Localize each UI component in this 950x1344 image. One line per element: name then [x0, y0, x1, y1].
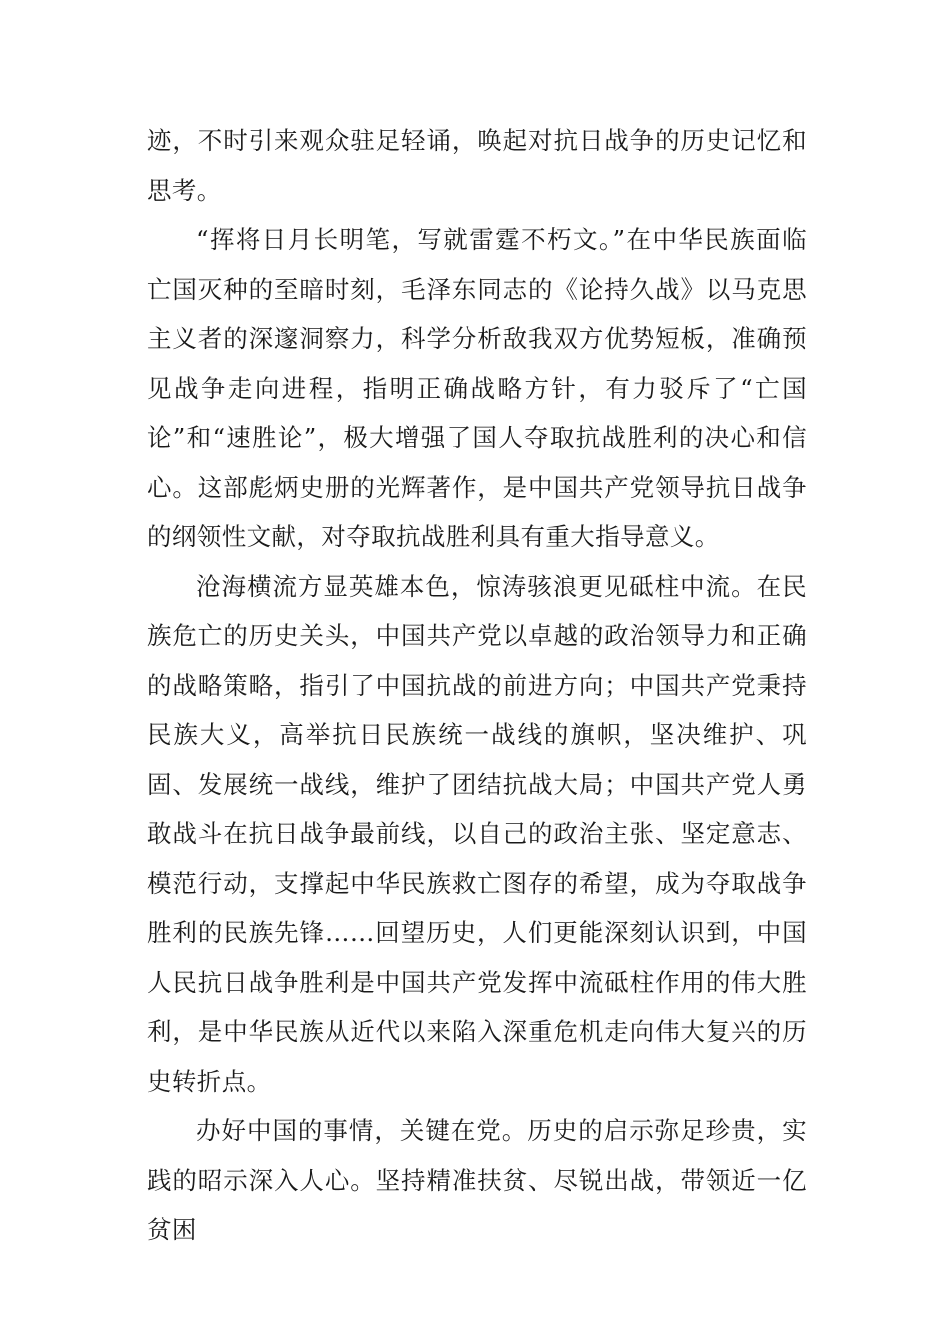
article-body: [147, 116, 807, 1255]
paragraph-continuation: 迹，不时引来观众驻足轻诵，唤起对抗日战争的历史记忆和思考。: [147, 126, 807, 205]
paragraph-mainstay-role: 沧海横流方显英雄本色，惊涛骇浪更见砥柱中流。在民族危亡的历史关头，中国共产党以卓越的政治领导力和正确的战略策略，指引了中国抗战的前进方向；中国共产党秉持民族大义，高举抗日民族统一战线的旗帜，坚决维护、巩固、发展统一战线，维护了团结抗战大局；中国共产党人勇敢战斗在抗日战争最前线，以自己的政治主张、坚定意志、模范行动，支撑起中华民族救亡图存的希望，成为夺取战争胜利的民族先锋……回望历史，人们更能深刻认识到，中国人民抗日战争胜利是中国共产党发挥中流砥柱作用的伟大胜利，是中华民族从近代以来陷入深重危机走向伟大复兴的历史转折点。: [147, 571, 807, 1096]
paragraph-on-protracted-war: “挥将日月长明笔，写就雷霆不朽文。”在中华民族面临亡国灭种的至暗时刻，毛泽东同志的《论持久战》以马克思主义者的深邃洞察力，科学分析敌我双方优势短板，准确预见战争走向进程，指明正确战略方针，有力驳斥了“亡国论”和“速胜论”，极大增强了国人夺取抗战胜利的决心和信心。这部彪炳史册的光辉著作，是中国共产党领导抗日战争的纲领性文献，对夺取抗战胜利具有重大指导意义。: [147, 225, 807, 551]
paragraph-key-is-party: 办好中国的事情，关键在党。历史的启示弥足珍贵，实践的昭示深入人心。坚持精准扶贫、尽锐出战，带领近一亿贫困: [147, 1116, 807, 1244]
